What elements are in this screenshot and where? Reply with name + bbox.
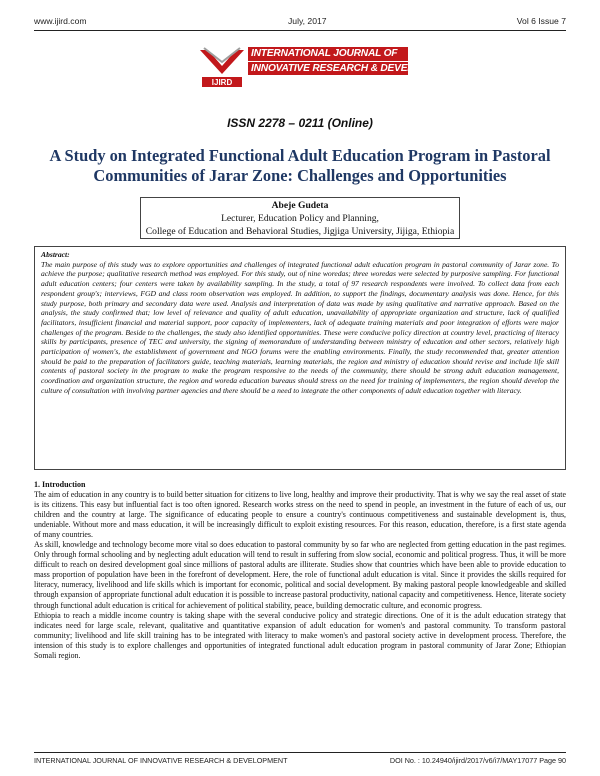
journal-logo [196,44,456,102]
running-footer [34,754,566,766]
issue-date: July, 2017 [288,16,327,26]
section-heading: 1. Introduction [34,480,86,489]
journal-name-line1: INTERNATIONAL JOURNAL OF [248,47,408,61]
footer-rule [34,752,566,753]
footer-doi-page: DOI No. : 10.24940/ijird/2017/v6/i7/MAY17077 Page 90 [389,756,566,765]
journal-website[interactable]: www.ijird.com [34,16,87,26]
article-body [34,480,566,661]
volume-issue: Vol 6 Issue 7 [516,16,566,26]
journal-name-line2: INNOVATIVE RESEARCH & DEVELOPMENT [248,62,408,76]
author-position: Lecturer, Education Policy and Planning, [221,213,379,224]
emblem-text: IJIRD [211,78,233,87]
author-block [140,197,460,239]
abstract-label: Abstract: [41,250,70,259]
body-paragraph: The aim of education in any country is to build better situation for citizens to live long, healthy and improve their productivity. That is why we say the real asset of state is its citizens. This easy but influential fact is too often ignored. Research works stress on the need to spend in people, an investment in the future of each of us, our children and the country at large. The significance of educating people to ensure a country's continuous competitiveness and sustainable development is, thus, undeniable. Without more and mass education, it will be increasingly difficult to exploit existing resources. For this reason, education, therefore, is a first state agenda of many countries. [34,490,566,540]
journal-name-banner [248,47,456,76]
body-paragraph: As skill, knowledge and technology become more vital so does education to pastoral community by so far who are neglected from getting education in the past regimes. Only through formal schooling and by neglecting adult education will tend to result in suffering from slow social, economic and political progress. Thus, it will be more difficult to reach on desired development goal since millions of pastoral adults are illiterate. Studies show that countries which have been able to provide education to mass proportion of population have been in the forefront of development. Here, the role of functional adult education is vital. Since it provides the skills required for literacy, numeracy, livelihood and life skills which is important for economic, political and social development. By making pastoral people knowledgeable and skilled through expansion of appropriate functional adult education it is possible to increase pastoral productivity, national capacity and competitiveness. Hence, literate society through functional adult education is critical for achievement of political stability, peace, building democratic culture, and economic progress. [34,540,566,610]
issn-label: ISSN 2278 – 0211 (Online) [227,116,373,130]
author-affiliation: College of Education and Behavioral Studies, Jigjiga University, Jijiga, Ethiopia [145,226,455,237]
ijird-emblem-icon [196,44,248,90]
author-name: Abeje Gudeta [271,200,329,211]
header-rule [34,30,566,31]
article-title: A Study on Integrated Functional Adult Education Program in Pastoral Communities of Jarar Zone: Challenges and Opportunities [49,146,551,185]
body-paragraph: Ethiopia to reach a middle income country is taking shape with the several conducive policy and strategic directions. One of it is the adult education strategy that indicates need for large scale, relevant, qualitative and quantitative expansion of adult education for women's and pastoral community. To transform pastoral community; livelihood and life skill training has to be integrated with literacy to make women's and pastoral society active in development process. Therefore, the intension of this study is to explore challenges and opportunities of integrated functional adult education program in pastoral community of Jarar Zone; Ethiopian Somali region. [34,610,566,660]
abstract-text: The main purpose of this study was to explore opportunities and challenges of integrated functional adult education program in pastoral community of Jarar zone. To achieve the purpose; qualitative research method was employed. For this study, out of nine woredas; three woredas were selected by purposive sampling. For functional adult education centers; four centers were taken by availability sampling. In the study, a total of 97 research respondents were involved. To collect data from each respondent group's; interviews, FGD and class room observation was employed. In addition, to support the findings, documentary analysis was done. Hence, for this study purpose, both primary and secondary data were used. Analysis and interpretation of data was made by using qualitative and narrative approach. Based on the analysis, the study confirmed that; low level of relevance and quality of adult education, unavailability of appropriate organization and structure, lack of qualified facilitators, insufficient financial and material support, poor capacity of implementers, lack of adequate training materials and poor integration of efforts were major challenges of the program. Beside to the challenges, the study also identified opportunities. These were conducive policy direction at country level, practicing of literacy skills by participants, presence of TEC and university, the signing of memorandum of understanding between ministry of education and other sectors, relatively high participation of women's, the establishment of government and NGO forums were the enabling environments. Finally, the study recommended that, greater attention should be paid to the preparation of facilitators guide, teaching materials, learning materials, the region and ministry of education should revise and include life skill contents of pastoral society in the program to make the program responsive to the needs of the community, there should be strong adult education management, coordination and organization structure, the region and woreda education bureaus should stress on the need for training of implementers, the region should develop the culture of consultation with involving partner agencies and there should be a need to integrate the other components of adult education together with literacy. [41,259,559,395]
footer-journal: INTERNATIONAL JOURNAL OF INNOVATIVE RESEARCH & DEVELOPMENT [34,756,288,765]
abstract-box [34,246,566,470]
running-header [34,16,566,28]
